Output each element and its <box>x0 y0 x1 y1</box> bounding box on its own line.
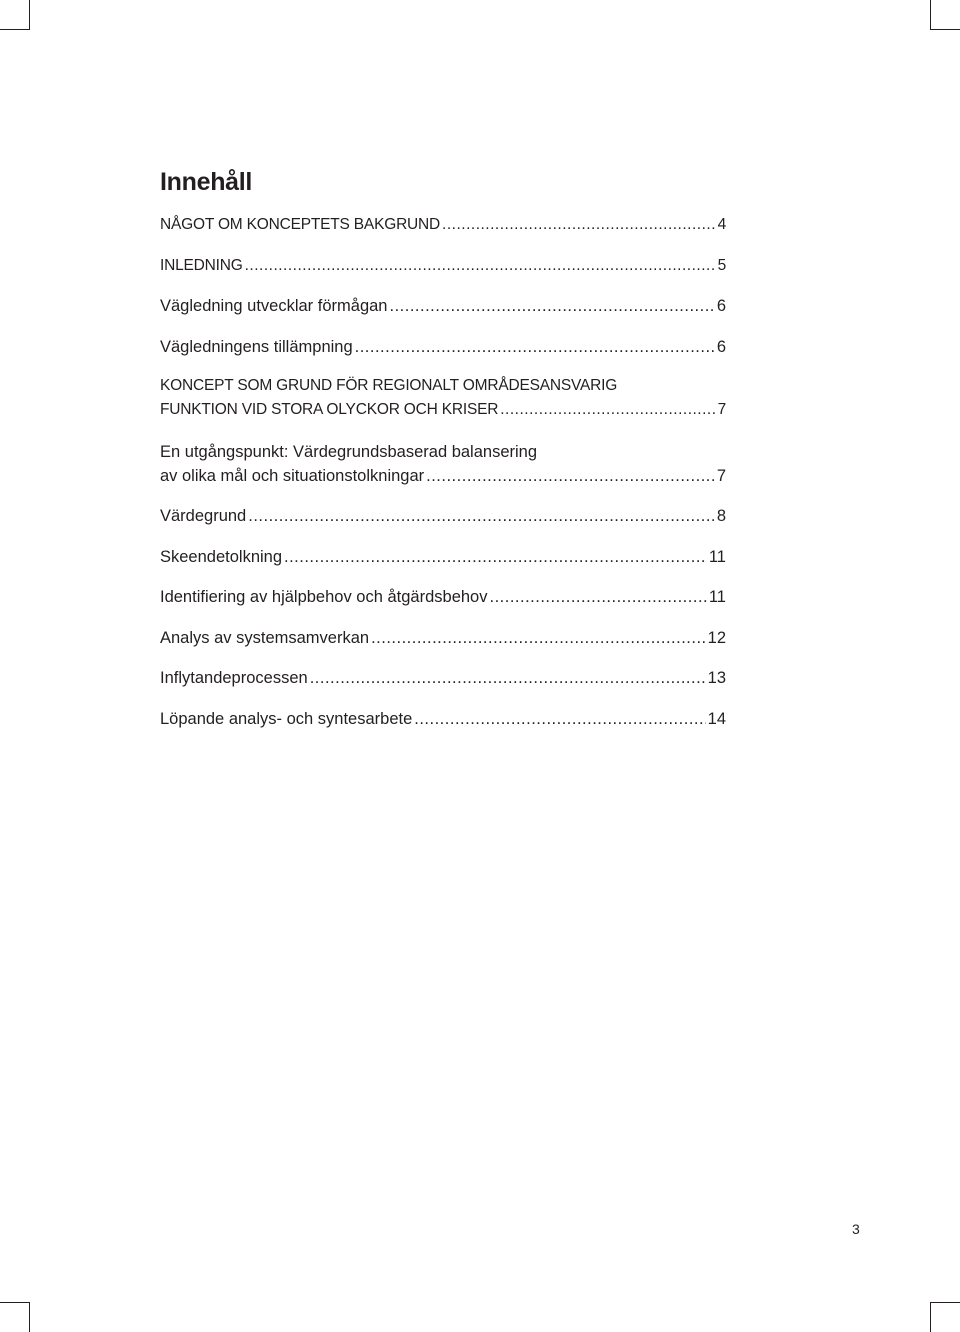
toc-entry-label-line-1: KONCEPT SOM GRUND FÖR REGIONALT OMRÅDESANSVARIG <box>160 377 618 394</box>
toc-entry-label: INLEDNING <box>160 257 243 274</box>
toc-dot-leader <box>355 335 715 359</box>
toc-dot-leader <box>500 398 715 422</box>
toc-entry-label: Löpande analys- och syntesarbete <box>160 710 413 728</box>
toc-entry-label-line-2: av olika mål och situationstolkningar <box>160 467 425 485</box>
toc-entry-page: 7 <box>717 401 726 418</box>
toc-dot-leader <box>442 213 716 237</box>
toc-dot-leader <box>389 294 714 318</box>
toc-entry[interactable] <box>160 626 726 650</box>
page-number: 3 <box>852 1221 860 1237</box>
toc-dot-leader <box>489 585 706 609</box>
toc-entry-page: 13 <box>707 669 726 687</box>
crop-mark-bottom-right-horizontal <box>930 1302 960 1303</box>
toc-entry[interactable] <box>160 254 726 278</box>
toc-dot-leader <box>426 464 715 488</box>
toc-entry-label: Skeendetolkning <box>160 548 283 566</box>
toc-entry-label: Värdegrund <box>160 507 247 525</box>
toc-entry-page: 8 <box>716 507 726 525</box>
toc-entry-page: 6 <box>716 338 726 356</box>
toc-dot-leader <box>284 545 707 569</box>
toc-entry-page: 5 <box>717 257 726 274</box>
toc-dot-leader <box>414 707 705 731</box>
toc-entry[interactable] <box>160 666 726 690</box>
toc-entry-label: Analys av systemsamverkan <box>160 629 370 647</box>
toc-dot-leader <box>248 504 715 528</box>
crop-mark-bottom-left-horizontal <box>0 1302 30 1303</box>
toc-entry[interactable] <box>160 374 726 422</box>
toc-dot-leader <box>371 626 706 650</box>
toc-entry-label-line-1: En utgångspunkt: Värdegrundsbaserad balansering <box>160 443 538 461</box>
toc-entry-label-line-2: FUNKTION VID STORA OLYCKOR OCH KRISER <box>160 401 499 418</box>
toc-entry-label: NÅGOT OM KONCEPTETS BAKGRUND <box>160 216 441 233</box>
toc-entry-page: 12 <box>707 629 726 647</box>
toc-entry[interactable] <box>160 707 726 731</box>
toc-entry[interactable] <box>160 545 726 569</box>
toc-title: Innehåll <box>160 168 253 196</box>
toc-entry[interactable] <box>160 440 726 488</box>
toc-entry[interactable] <box>160 294 726 318</box>
toc-entry[interactable] <box>160 585 726 609</box>
toc-entry-label: Vägledningens tillämpning <box>160 338 353 356</box>
crop-mark-top-right-vertical <box>930 0 931 30</box>
toc-dot-leader <box>245 254 716 278</box>
toc-entry[interactable] <box>160 504 726 528</box>
toc-entry-label: Vägledning utvecklar förmågan <box>160 297 388 315</box>
crop-mark-bottom-right-vertical <box>930 1302 931 1332</box>
toc-entry[interactable] <box>160 213 726 237</box>
crop-mark-bottom-left-vertical <box>29 1302 30 1332</box>
toc-entry-page: 7 <box>716 467 726 485</box>
toc-entry-label: Inflytandeprocessen <box>160 669 308 687</box>
crop-mark-top-right-horizontal <box>930 29 960 30</box>
toc-entry-label: Identifiering av hjälpbehov och åtgärdsbehov <box>160 588 488 606</box>
toc-dot-leader <box>310 666 706 690</box>
toc-entry-page: 11 <box>708 548 726 566</box>
toc-entry-page: 6 <box>716 297 726 315</box>
toc-entry-page: 14 <box>707 710 726 728</box>
toc-entry[interactable] <box>160 335 726 359</box>
toc-entry-page: 4 <box>717 216 726 233</box>
crop-mark-top-left-horizontal <box>0 29 30 30</box>
crop-mark-top-left-vertical <box>29 0 30 30</box>
toc-entry-page: 11 <box>708 588 726 606</box>
